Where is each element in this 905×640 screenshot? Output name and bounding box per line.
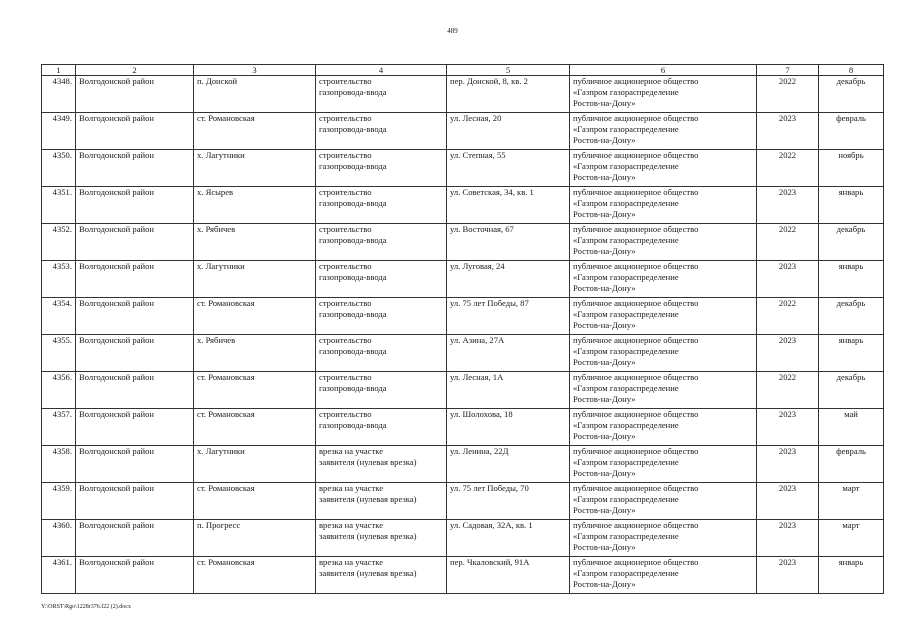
organization-cell-line: «Газпром газораспределение	[573, 198, 679, 208]
district-cell: Волгодонской район	[76, 335, 194, 372]
work-type-cell	[316, 76, 447, 113]
work-type-cell	[316, 520, 447, 557]
settlement-cell: п. Донской	[194, 76, 316, 113]
month-cell: май	[819, 409, 884, 446]
organization-cell-line: «Газпром газораспределение	[573, 531, 679, 541]
work-type-cell-line: врезка на участке	[319, 483, 384, 493]
page-number: 489	[447, 27, 458, 35]
column-number: 6	[570, 65, 757, 76]
settlement-cell: х. Рябичев	[194, 335, 316, 372]
work-type-cell-line: заявителя (нулевая врезка)	[319, 568, 417, 578]
work-type-cell-line: газопровода-ввода	[319, 420, 387, 430]
organization-cell-line: Ростов-на-Дону»	[573, 431, 636, 441]
work-type-cell-line: строительство	[319, 409, 372, 419]
column-number: 2	[76, 65, 194, 76]
work-type-cell-line: строительство	[319, 76, 372, 86]
month-cell: февраль	[819, 113, 884, 150]
organization-cell-line: «Газпром газораспределение	[573, 87, 679, 97]
organization-cell	[570, 520, 757, 557]
year-cell: 2022	[757, 76, 819, 113]
organization-cell-line: «Газпром газораспределение	[573, 124, 679, 134]
address-cell: ул. 75 лет Победы, 70	[447, 483, 570, 520]
organization-cell	[570, 446, 757, 483]
work-type-cell-line: газопровода-ввода	[319, 309, 387, 319]
district-cell: Волгодонской район	[76, 113, 194, 150]
organization-cell-line: Ростов-на-Дону»	[573, 357, 636, 367]
month-cell: январь	[819, 335, 884, 372]
organization-cell-line: Ростов-на-Дону»	[573, 283, 636, 293]
district-cell: Волгодонской район	[76, 76, 194, 113]
settlement-cell: п. Прогресс	[194, 520, 316, 557]
district-cell: Волгодонской район	[76, 372, 194, 409]
work-type-cell-line: строительство	[319, 150, 372, 160]
work-type-cell	[316, 224, 447, 261]
work-type-cell-line: строительство	[319, 298, 372, 308]
organization-cell-line: публичное акционерное общество	[573, 409, 699, 419]
work-type-cell-line: газопровода-ввода	[319, 87, 387, 97]
month-cell: декабрь	[819, 76, 884, 113]
year-cell: 2022	[757, 150, 819, 187]
organization-cell-line: публичное акционерное общество	[573, 224, 699, 234]
address-cell: ул. Степная, 55	[447, 150, 570, 187]
district-cell: Волгодонской район	[76, 187, 194, 224]
table-row	[42, 520, 884, 557]
work-type-cell	[316, 113, 447, 150]
row-number: 4356.	[42, 372, 76, 409]
column-number: 4	[316, 65, 447, 76]
table-row	[42, 483, 884, 520]
work-type-cell-line: газопровода-ввода	[319, 198, 387, 208]
organization-cell	[570, 261, 757, 298]
organization-cell	[570, 224, 757, 261]
address-cell: пер. Донской, 8, кв. 2	[447, 76, 570, 113]
organization-cell	[570, 557, 757, 594]
organization-cell-line: публичное акционерное общество	[573, 557, 699, 567]
work-type-cell	[316, 483, 447, 520]
row-number: 4351.	[42, 187, 76, 224]
settlement-cell: ст. Романовская	[194, 372, 316, 409]
year-cell: 2023	[757, 446, 819, 483]
work-type-cell-line: газопровода-ввода	[319, 124, 387, 134]
organization-cell-line: «Газпром газораспределение	[573, 457, 679, 467]
work-type-cell-line: заявителя (нулевая врезка)	[319, 531, 417, 541]
work-type-cell-line: заявителя (нулевая врезка)	[319, 457, 417, 467]
table-row	[42, 224, 884, 261]
settlement-cell: х. Рябичев	[194, 224, 316, 261]
work-type-cell	[316, 187, 447, 224]
row-number: 4360.	[42, 520, 76, 557]
organization-cell-line: «Газпром газораспределение	[573, 346, 679, 356]
work-type-cell-line: врезка на участке	[319, 520, 384, 530]
column-number: 8	[819, 65, 884, 76]
work-type-cell-line: врезка на участке	[319, 446, 384, 456]
month-cell: ноябрь	[819, 150, 884, 187]
organization-cell-line: публичное акционерное общество	[573, 446, 699, 456]
work-type-cell-line: газопровода-ввода	[319, 272, 387, 282]
address-cell: ул. Садовая, 32А, кв. 1	[447, 520, 570, 557]
organization-cell-line: Ростов-на-Дону»	[573, 246, 636, 256]
organization-cell-line: публичное акционерное общество	[573, 150, 699, 160]
work-type-cell-line: строительство	[319, 335, 372, 345]
table-row	[42, 335, 884, 372]
year-cell: 2022	[757, 298, 819, 335]
row-number: 4349.	[42, 113, 76, 150]
address-cell: ул. Лесная, 20	[447, 113, 570, 150]
settlement-cell: х. Лагутники	[194, 261, 316, 298]
organization-cell-line: Ростов-на-Дону»	[573, 320, 636, 330]
organization-cell-line: публичное акционерное общество	[573, 298, 699, 308]
organization-cell-line: «Газпром газораспределение	[573, 494, 679, 504]
organization-cell	[570, 409, 757, 446]
organization-cell-line: публичное акционерное общество	[573, 187, 699, 197]
settlement-cell: ст. Романовская	[194, 113, 316, 150]
row-number: 4359.	[42, 483, 76, 520]
organization-cell-line: «Газпром газораспределение	[573, 309, 679, 319]
work-type-cell-line: строительство	[319, 372, 372, 382]
work-type-cell	[316, 446, 447, 483]
organization-cell-line: публичное акционерное общество	[573, 372, 699, 382]
organization-cell-line: Ростов-на-Дону»	[573, 542, 636, 552]
district-cell: Волгодонской район	[76, 446, 194, 483]
row-number: 4354.	[42, 298, 76, 335]
organization-cell-line: публичное акционерное общество	[573, 76, 699, 86]
year-cell: 2023	[757, 557, 819, 594]
row-number: 4348.	[42, 76, 76, 113]
year-cell: 2023	[757, 113, 819, 150]
organization-cell-line: Ростов-на-Дону»	[573, 468, 636, 478]
table-row	[42, 150, 884, 187]
work-type-cell	[316, 557, 447, 594]
organization-cell-line: Ростов-на-Дону»	[573, 579, 636, 589]
address-cell: ул. Азина, 27А	[447, 335, 570, 372]
organization-cell	[570, 483, 757, 520]
table-body	[42, 76, 884, 594]
row-number: 4357.	[42, 409, 76, 446]
settlement-cell: ст. Романовская	[194, 483, 316, 520]
organization-cell-line: публичное акционерное общество	[573, 261, 699, 271]
organization-cell	[570, 187, 757, 224]
organization-cell-line: публичное акционерное общество	[573, 335, 699, 345]
organization-cell-line: Ростов-на-Дону»	[573, 135, 636, 145]
table-row	[42, 187, 884, 224]
organization-cell	[570, 76, 757, 113]
month-cell: март	[819, 483, 884, 520]
column-number-row	[42, 65, 884, 76]
month-cell: январь	[819, 261, 884, 298]
organization-cell-line: «Газпром газораспределение	[573, 383, 679, 393]
organization-cell-line: «Газпром газораспределение	[573, 272, 679, 282]
month-cell: март	[819, 520, 884, 557]
organization-cell-line: публичное акционерное общество	[573, 113, 699, 123]
district-cell: Волгодонской район	[76, 557, 194, 594]
row-number: 4352.	[42, 224, 76, 261]
row-number: 4350.	[42, 150, 76, 187]
organization-cell-line: «Газпром газораспределение	[573, 420, 679, 430]
year-cell: 2023	[757, 335, 819, 372]
work-type-cell-line: строительство	[319, 113, 372, 123]
work-type-cell	[316, 372, 447, 409]
row-number: 4355.	[42, 335, 76, 372]
table-row	[42, 76, 884, 113]
table-row	[42, 372, 884, 409]
row-number: 4361.	[42, 557, 76, 594]
organization-cell-line: публичное акционерное общество	[573, 483, 699, 493]
settlement-cell: ст. Романовская	[194, 409, 316, 446]
work-type-cell-line: газопровода-ввода	[319, 383, 387, 393]
address-cell: ул. Ленина, 22Д	[447, 446, 570, 483]
district-cell: Волгодонской район	[76, 224, 194, 261]
year-cell: 2023	[757, 483, 819, 520]
work-type-cell-line: врезка на участке	[319, 557, 384, 567]
work-type-cell-line: строительство	[319, 224, 372, 234]
district-cell: Волгодонской район	[76, 409, 194, 446]
column-number: 5	[447, 65, 570, 76]
address-cell: ул. Шолохова, 18	[447, 409, 570, 446]
organization-cell	[570, 335, 757, 372]
table-row	[42, 446, 884, 483]
year-cell: 2023	[757, 187, 819, 224]
organization-cell-line: Ростов-на-Дону»	[573, 209, 636, 219]
settlement-cell: х. Ясырев	[194, 187, 316, 224]
work-type-cell	[316, 298, 447, 335]
table-row	[42, 409, 884, 446]
organization-cell	[570, 150, 757, 187]
column-number: 7	[757, 65, 819, 76]
organization-cell-line: Ростов-на-Дону»	[573, 505, 636, 515]
organization-cell	[570, 113, 757, 150]
organization-cell-line: «Газпром газораспределение	[573, 161, 679, 171]
address-cell: пер. Чкаловский, 91А	[447, 557, 570, 594]
year-cell: 2023	[757, 409, 819, 446]
row-number: 4353.	[42, 261, 76, 298]
work-type-cell	[316, 261, 447, 298]
settlement-cell: х. Лагутники	[194, 446, 316, 483]
organization-cell	[570, 298, 757, 335]
organization-cell-line: Ростов-на-Дону»	[573, 172, 636, 182]
table-row	[42, 298, 884, 335]
work-type-cell	[316, 335, 447, 372]
month-cell: декабрь	[819, 224, 884, 261]
settlement-cell: ст. Романовская	[194, 298, 316, 335]
address-cell: ул. Восточная, 67	[447, 224, 570, 261]
column-number: 1	[42, 65, 76, 76]
year-cell: 2022	[757, 224, 819, 261]
gas-works-table	[41, 64, 884, 594]
table-row	[42, 113, 884, 150]
organization-cell-line: «Газпром газораспределение	[573, 568, 679, 578]
address-cell: ул. Лесная, 1А	[447, 372, 570, 409]
settlement-cell: ст. Романовская	[194, 557, 316, 594]
district-cell: Волгодонской район	[76, 298, 194, 335]
organization-cell	[570, 372, 757, 409]
district-cell: Волгодонской район	[76, 261, 194, 298]
column-number: 3	[194, 65, 316, 76]
month-cell: декабрь	[819, 372, 884, 409]
table-row	[42, 261, 884, 298]
month-cell: декабрь	[819, 298, 884, 335]
month-cell: февраль	[819, 446, 884, 483]
work-type-cell-line: заявителя (нулевая врезка)	[319, 494, 417, 504]
district-cell: Волгодонской район	[76, 483, 194, 520]
year-cell: 2023	[757, 261, 819, 298]
work-type-cell	[316, 150, 447, 187]
work-type-cell	[316, 409, 447, 446]
year-cell: 2022	[757, 372, 819, 409]
work-type-cell-line: строительство	[319, 261, 372, 271]
district-cell: Волгодонской район	[76, 520, 194, 557]
organization-cell-line: Ростов-на-Дону»	[573, 394, 636, 404]
district-cell: Волгодонской район	[76, 150, 194, 187]
address-cell: ул. Советская, 34, кв. 1	[447, 187, 570, 224]
work-type-cell-line: газопровода-ввода	[319, 346, 387, 356]
year-cell: 2023	[757, 520, 819, 557]
month-cell: январь	[819, 557, 884, 594]
organization-cell-line: публичное акционерное общество	[573, 520, 699, 530]
work-type-cell-line: строительство	[319, 187, 372, 197]
gas-works-table-container	[41, 64, 866, 594]
file-path-footer: Y:\ORST\Rgo\1228r376.f22 (2).docx	[41, 604, 131, 610]
organization-cell-line: «Газпром газораспределение	[573, 235, 679, 245]
month-cell: январь	[819, 187, 884, 224]
organization-cell-line: Ростов-на-Дону»	[573, 98, 636, 108]
settlement-cell: х. Лагутники	[194, 150, 316, 187]
work-type-cell-line: газопровода-ввода	[319, 235, 387, 245]
work-type-cell-line: газопровода-ввода	[319, 161, 387, 171]
address-cell: ул. 75 лет Победы, 87	[447, 298, 570, 335]
address-cell: ул. Луговая, 24	[447, 261, 570, 298]
row-number: 4358.	[42, 446, 76, 483]
table-row	[42, 557, 884, 594]
